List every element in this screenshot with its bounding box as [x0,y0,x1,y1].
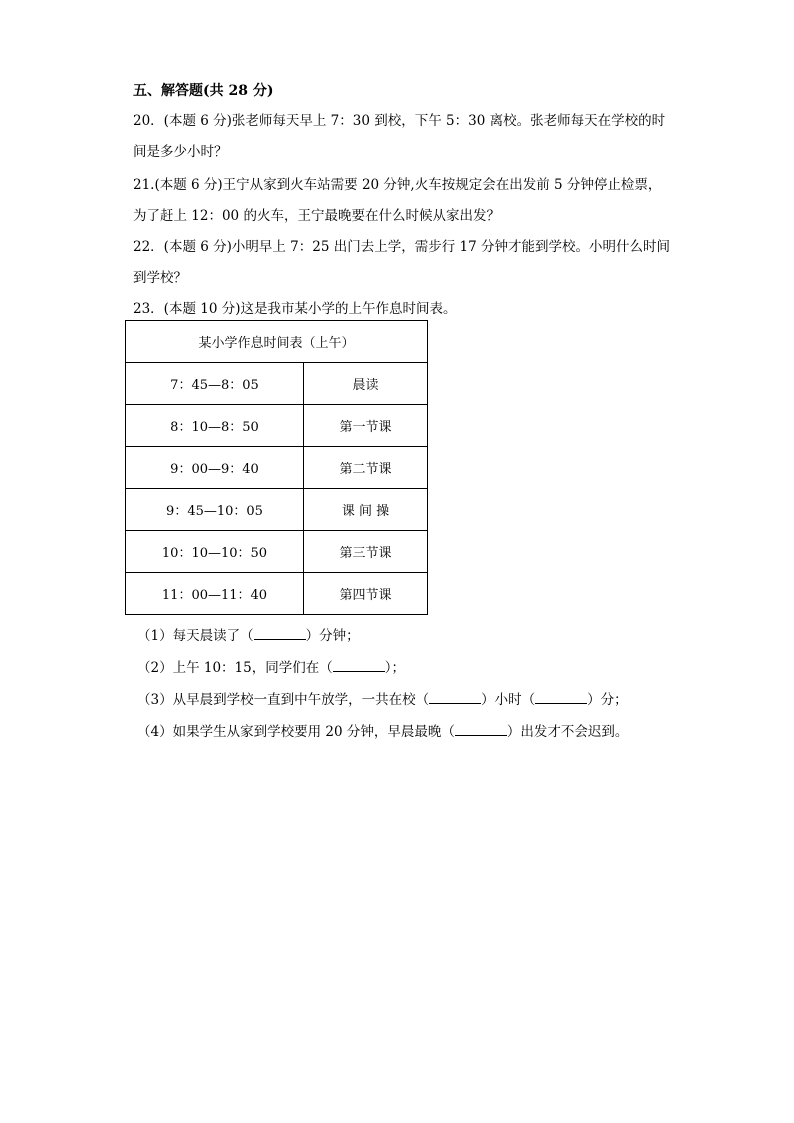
question-22-line-2: 到学校？ [133,270,187,286]
subquestion-4-text-before: （4）如果学生从家到学校要用 20 分钟，早晨最晚（ [137,724,455,740]
answer-blank[interactable] [429,692,481,704]
schedule-time: 11：00—11：40 [126,573,304,615]
schedule-time: 7：45—8：05 [126,363,304,405]
schedule-title-row [126,321,428,363]
table-row [126,531,428,573]
schedule-activity: 第一节课 [304,405,428,447]
section-title: 五、解答题(共 28 分) [133,83,274,99]
answer-blank[interactable] [254,628,306,640]
answer-blank[interactable] [535,692,587,704]
question-20-line-2: 间是多少小时？ [133,144,228,160]
table-row [126,447,428,489]
subquestion-2-text-before: （2）上午 10：15，同学们在（ [137,660,333,676]
schedule-activity: 晨读 [304,363,428,405]
schedule-time: 8：10—8：50 [126,405,304,447]
question-20-line-1: 20．(本题 6 分)张老师每天早上 7：30 到校，下午 5：30 离校。张老师每天在学校的时 [133,113,666,129]
table-row [126,363,428,405]
table-row [126,489,428,531]
schedule-activity: 课 间 操 [304,489,428,531]
answer-blank[interactable] [333,660,385,672]
schedule-time: 9：00—9：40 [126,447,304,489]
subquestion-1-text-after: ）分钟； [305,628,360,644]
table-row [126,405,428,447]
schedule-activity: 第三节课 [304,531,428,573]
subquestion-2-text-after: ）； [384,660,405,676]
subquestion-4-text-after: ）出发才不会迟到。 [506,724,629,740]
question-21-line-2: 为了赶上 12：00 的火车，王宁最晚要在什么时候从家出发？ [133,208,500,224]
table-row [126,573,428,615]
subquestion-3-text-before: （3）从早晨到学校一直到中午放学，一共在校（ [137,692,430,708]
subquestion-3 [137,688,628,708]
question-22-line-1: 22．(本题 6 分)小明早上 7：25 出门去上学，需步行 17 分钟才能到学校。小明什么时间 [133,239,670,255]
subquestion-3-text-middle: ）小时（ [481,692,536,708]
subquestion-2 [137,656,405,676]
schedule-activity: 第二节课 [304,447,428,489]
answer-blank[interactable] [455,724,507,736]
schedule-table [125,320,428,615]
schedule-time: 9：45—10：05 [126,489,304,531]
subquestion-4 [137,720,628,740]
subquestion-3-text-after: ）分； [587,692,628,708]
subquestion-1 [137,624,360,644]
subquestion-1-text-before: （1）每天晨读了（ [137,628,254,644]
schedule-activity: 第四节课 [304,573,428,615]
schedule-time: 10：10—10：50 [126,531,304,573]
schedule-title: 某小学作息时间表（上午） [126,321,428,363]
question-21-line-1: 21.(本题 6 分)王宁从家到火车站需要 20 分钟,火车按规定会在出发前 5 分钟停止检票， [133,177,662,193]
question-23-line-1: 23．(本题 10 分)这是我市某小学的上午作息时间表。 [133,301,457,317]
